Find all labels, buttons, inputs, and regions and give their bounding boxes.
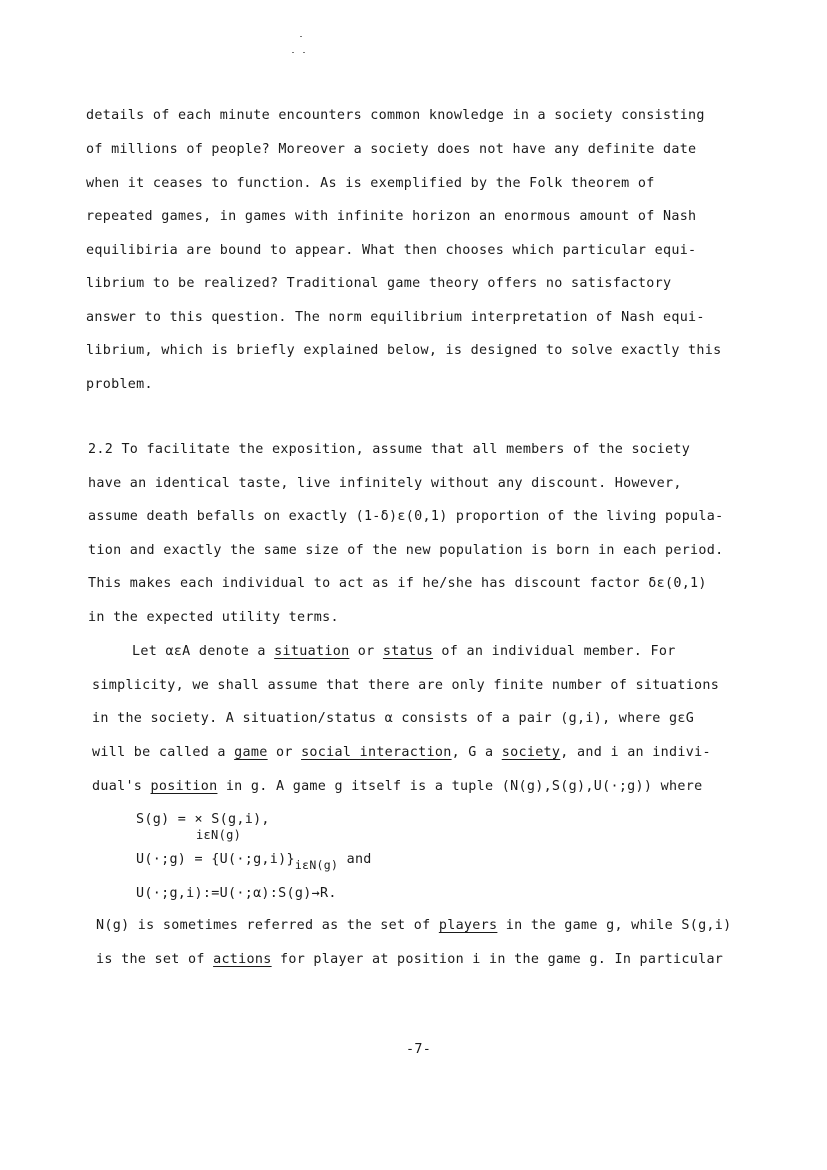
text-line: answer to this question. The norm equilibrium interpretation of Nash equi- [86, 310, 705, 325]
text-line: in the society. A situation/status α consists of a pair (g,i), where gεG [92, 711, 695, 726]
text-span: and [338, 852, 372, 867]
term-status: status [382, 644, 434, 659]
text-line: when it ceases to function. As is exemplified by the Folk theorem of [86, 176, 655, 191]
term-society: society [501, 745, 561, 760]
formula-subscript: iεN(g) [196, 828, 242, 842]
text-line: problem. [86, 377, 153, 392]
text-span: αεA denote a [165, 644, 275, 659]
text-line: in the expected utility terms. [88, 610, 339, 625]
text-line: simplicity, we shall assume that there are only finite number of situations [92, 678, 720, 693]
text-span: U(·;g) = {U(·;g,i)} [136, 852, 295, 867]
text-line: have an identical taste, live infinitely without any discount. However, [88, 476, 682, 491]
term-social-interaction: social interaction [301, 745, 452, 760]
text-span: , G a [451, 745, 502, 760]
scan-speck [292, 52, 294, 53]
text-span: Let [132, 644, 166, 659]
text-line [96, 918, 732, 933]
text-line: repeated games, in games with infinite horizon an enormous amount of Nash [86, 209, 697, 224]
text-line: assume death befalls on exactly (1-δ)ε(0,1) proportion of the living popula- [88, 509, 724, 524]
text-line: equilibiria are bound to appear. What then chooses which particular equi- [86, 243, 697, 258]
text-span: in the game g, while S(g,i) [497, 918, 732, 933]
text-span: dual's [92, 779, 151, 794]
text-span: , and i an indivi- [560, 745, 711, 760]
text-span: or [349, 644, 383, 659]
text-span: will be called a [92, 745, 235, 760]
text-line: This makes each individual to act as if he/she has discount factor δε(0,1) [88, 576, 707, 591]
term-position: position [150, 779, 218, 794]
text-line: librium, which is briefly explained below, is designed to solve exactly this [86, 343, 722, 358]
text-span: in g. A game g itself is a tuple (N(g),S(g),U(·;g)) where [217, 779, 703, 794]
text-line: librium to be realized? Traditional game theory offers no satisfactory [86, 276, 672, 291]
text-line [92, 644, 676, 659]
formula-utility-map: U(·;g,i):=U(·;α):S(g)→R. [136, 886, 337, 901]
formula-subscript: iεN(g) [294, 858, 339, 872]
page-number: -7- [406, 1042, 432, 1057]
text-line: tion and exactly the same size of the new population is born in each period. [88, 543, 724, 558]
text-line: details of each minute encounters common knowledge in a society consisting [86, 108, 705, 123]
text-line [92, 779, 702, 794]
scan-speck [300, 36, 302, 37]
text-line [92, 745, 711, 760]
term-actions: actions [213, 952, 272, 967]
text-span: or [267, 745, 302, 760]
text-line: 2.2 To facilitate the exposition, assume that all members of the society [88, 442, 691, 457]
text-line [96, 952, 723, 967]
term-players: players [438, 918, 498, 933]
term-game: game [234, 745, 268, 760]
text-line: of millions of people? Moreover a society does not have any definite date [86, 142, 697, 157]
formula-utility-set [136, 852, 372, 872]
text-span: is the set of [96, 952, 214, 967]
formula-strategy-set: S(g) = × S(g,i), [136, 812, 270, 827]
text-span: N(g) is sometimes referred as the set of [96, 918, 439, 933]
scan-speck [303, 52, 305, 53]
text-span: for player at position i in the game g. In particular [271, 952, 724, 967]
text-span: of an individual member. For [433, 644, 676, 659]
term-situation: situation [274, 644, 350, 659]
